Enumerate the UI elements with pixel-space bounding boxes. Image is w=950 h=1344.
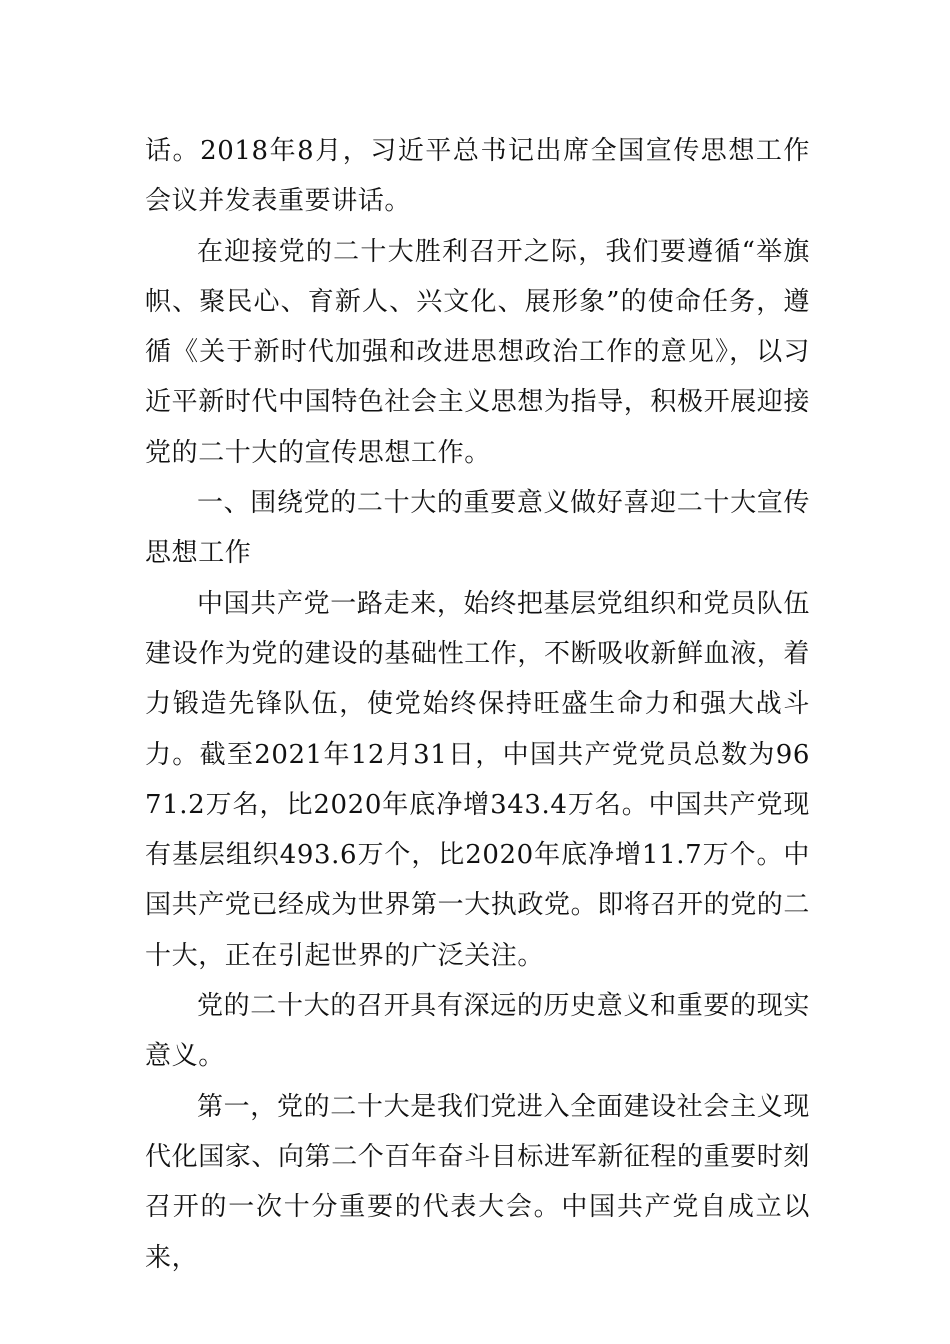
paragraph: 在迎接党的二十大胜利召开之际，我们要遵循“举旗帜、聚民心、育新人、兴文化、展形象”的使命任务，遵循《关于新时代加强和改进思想政治工作的意见》，以习近平新时代中国特色社会主义思想为指导，积极开展迎接党的二十大的宣传思想工作。 <box>145 236 811 468</box>
document-body <box>145 126 810 1283</box>
paragraph: 中国共产党一路走来，始终把基层党组织和党员队伍建设作为党的建设的基础性工作，不断吸收新鲜血液，着力锻造先锋队伍，使党始终保持旺盛生命力和强大战斗力。截至2021年12月31日，中国共产党党员总数为9671.2万名，比2020年底净增343.4万名。中国共产党现有基层组织493.6万个，比2020年底净增11.7万个。中国共产党已经成为世界第一大执政党。即将召开的党的二十大，正在引起世界的广泛关注。 <box>145 588 811 971</box>
section-heading: 一、围绕党的二十大的重要意义做好喜迎二十大宣传思想工作 <box>145 488 810 569</box>
paragraph: 党的二十大的召开具有深远的历史意义和重要的现实意义。 <box>145 991 810 1072</box>
paragraph-continuation: 话。2018年8月，习近平总书记出席全国宣传思想工作会议并发表重要讲话。 <box>145 136 810 217</box>
paragraph: 第一，党的二十大是我们党进入全面建设社会主义现代化国家、向第二个百年奋斗目标进军新征程的重要时刻召开的一次十分重要的代表大会。中国共产党自成立以来， <box>145 1091 811 1273</box>
